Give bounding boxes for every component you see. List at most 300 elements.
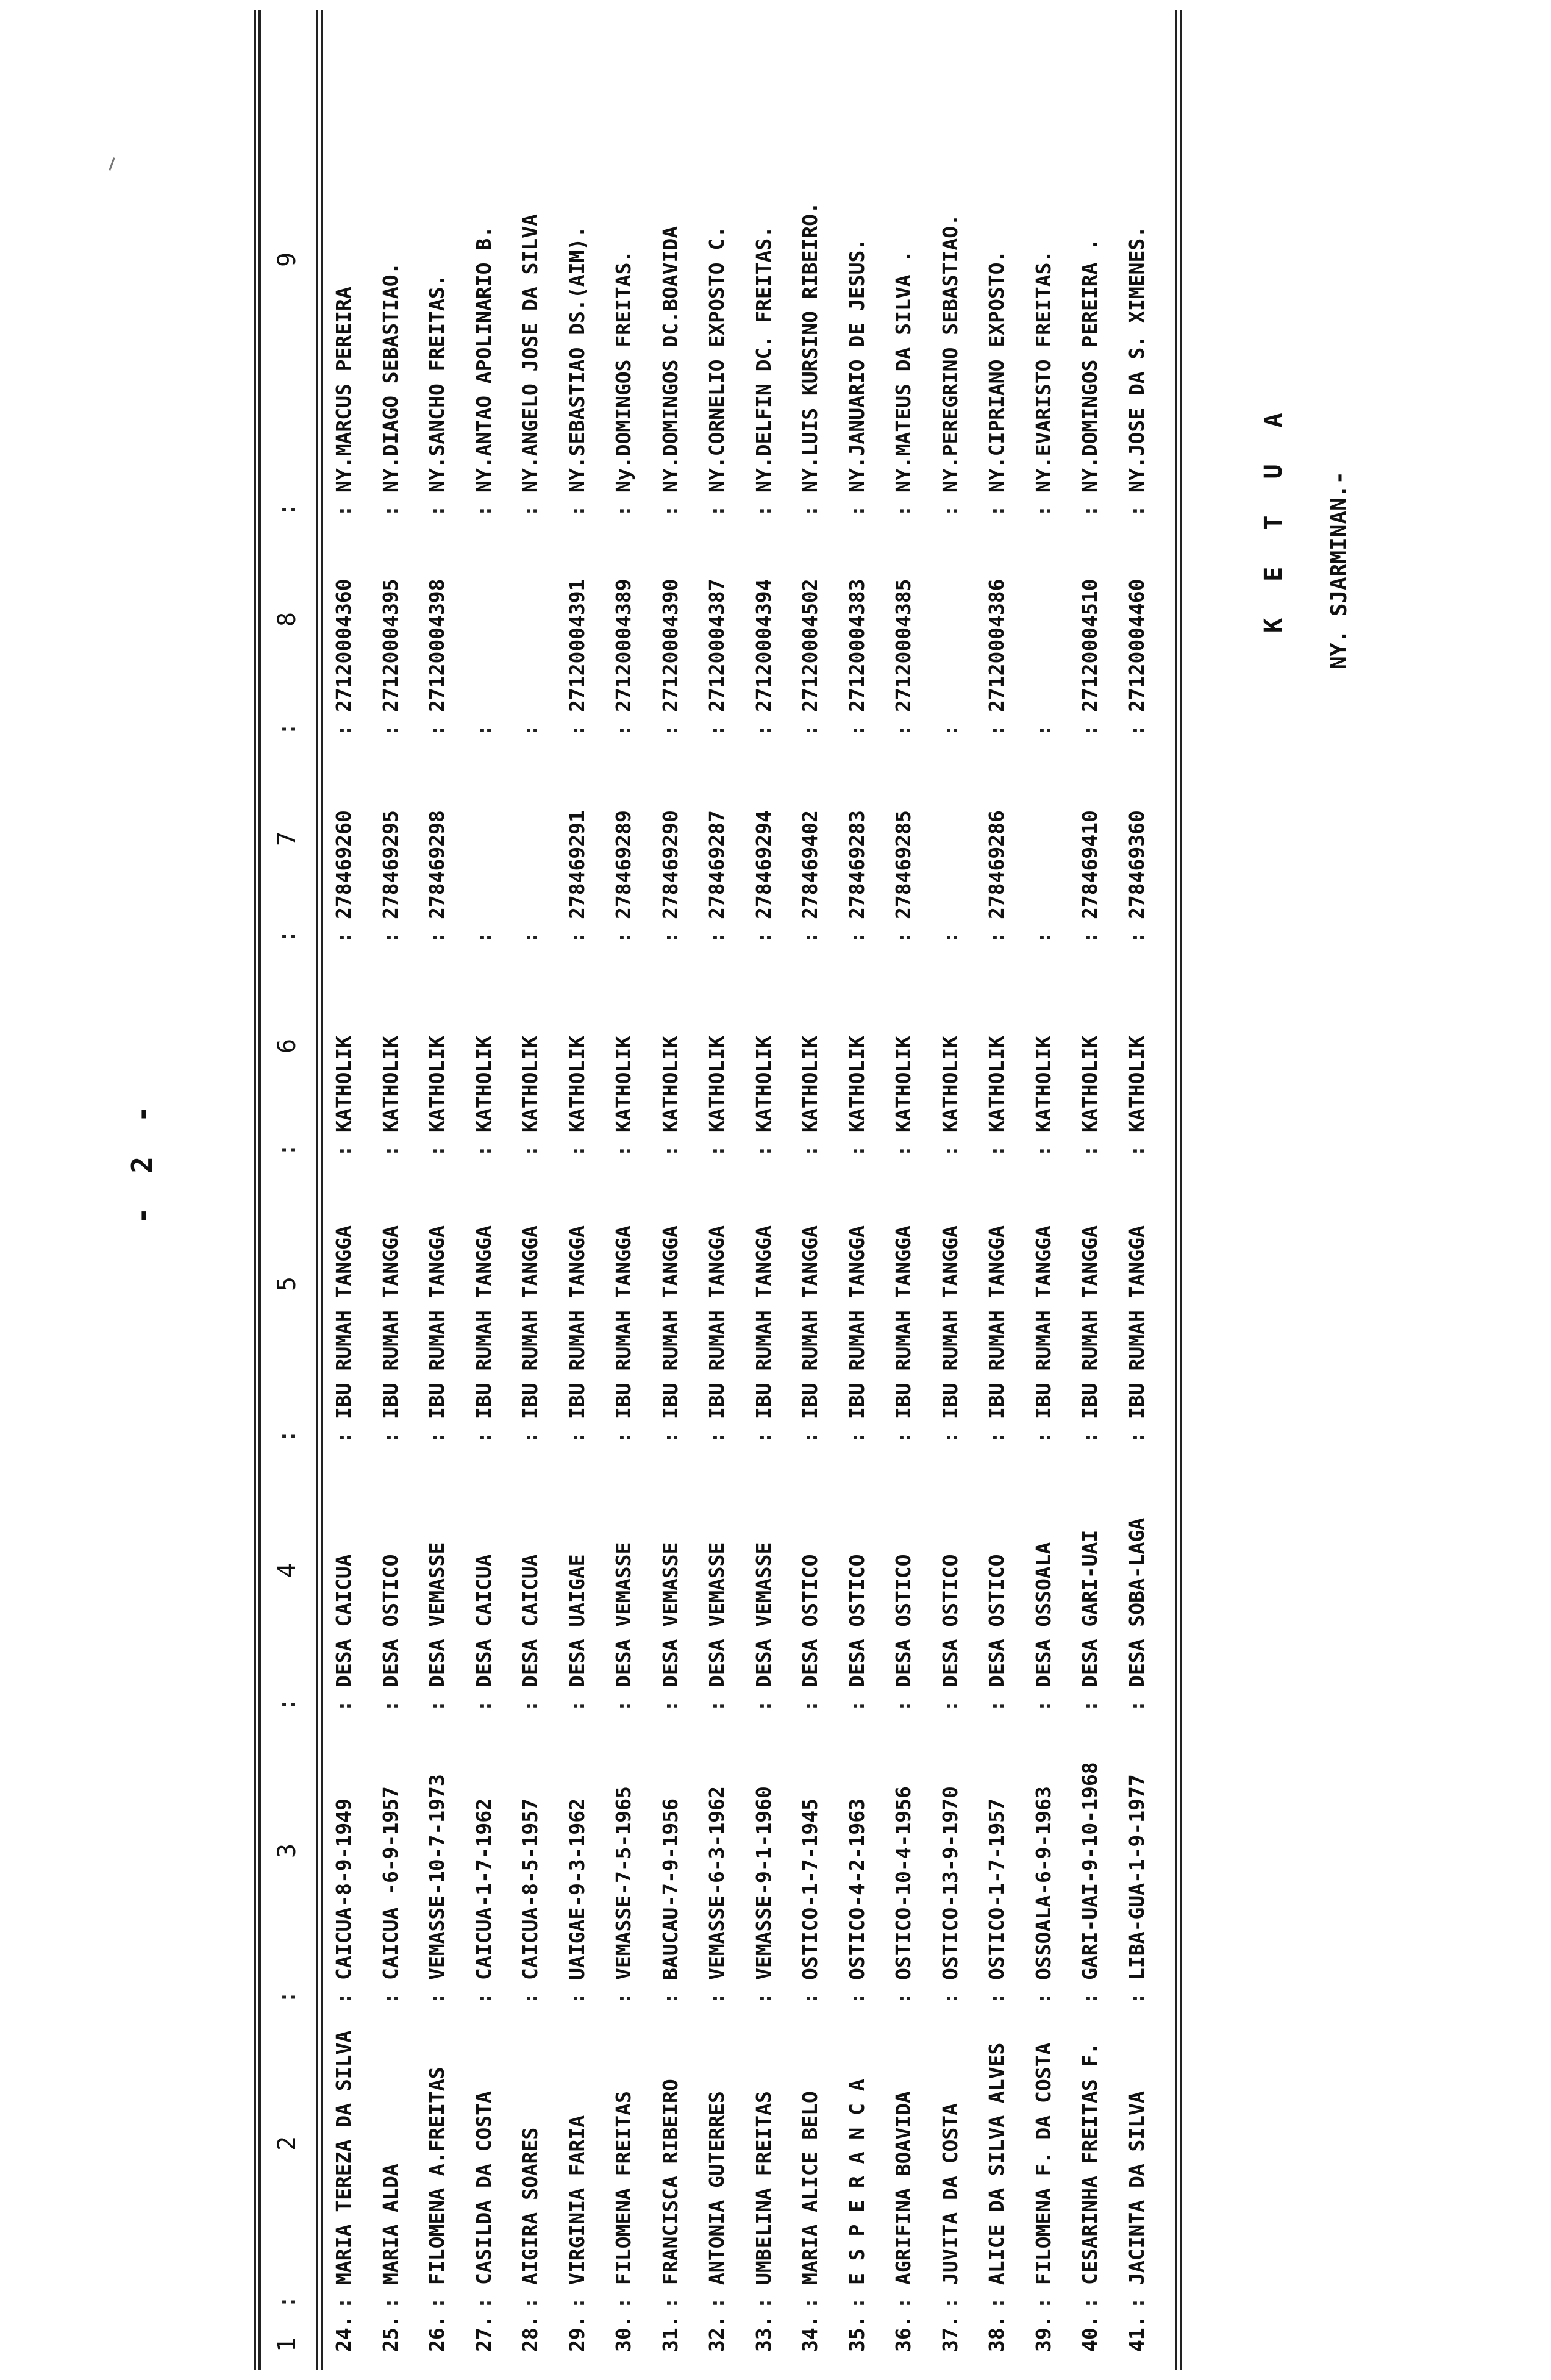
column-separator: :	[518, 724, 542, 736]
column-separator: :	[658, 505, 682, 517]
column-separator: :	[844, 1992, 869, 2004]
cell-religion: KATHOLIK	[705, 1036, 729, 1133]
column-separator: :	[844, 2297, 869, 2309]
cell-no: 38.	[985, 2315, 1008, 2352]
column-separator: :	[1031, 1431, 1055, 1444]
cell-village: DESA GARI-UAI	[1078, 1530, 1102, 1687]
cell-name: FILOMENA F. DA COSTA	[1031, 2042, 1055, 2285]
cell-parent: NY.PEREGRINO SEBASTIAO.	[938, 214, 962, 493]
column-separator: :	[332, 2297, 355, 2309]
column-separator: :	[1078, 1431, 1102, 1444]
column-separator: :	[1078, 1145, 1102, 1157]
column-separator: :	[378, 505, 402, 517]
cell-no: 35.	[844, 2315, 869, 2352]
cell-no: 25.	[378, 2315, 402, 2352]
column-separator: :	[798, 2297, 822, 2309]
column-separator: :	[332, 1700, 355, 1712]
column-separator: :	[471, 1992, 496, 2004]
cell-birth: OSTICO-10-4-1956	[891, 1786, 915, 1980]
column-separator: :	[565, 932, 589, 944]
column-separator: :	[705, 505, 729, 517]
column-header: 6	[273, 1038, 301, 1053]
column-separator: :	[1078, 724, 1102, 736]
cell-role: IBU RUMAH TANGGA	[938, 1225, 962, 1419]
cell-religion: KATHOLIK	[565, 1036, 589, 1133]
cell-birth: VEMASSE-6-3-1962	[705, 1786, 729, 1980]
cell-num7: 278469290	[658, 810, 682, 919]
column-separator: :	[332, 1992, 355, 2004]
table-row	[650, 10, 697, 2370]
table-row	[836, 10, 883, 2370]
column-separator: :	[518, 1992, 542, 2004]
column-separator: :	[891, 2297, 915, 2309]
column-separator: :	[844, 932, 869, 944]
cell-birth: OSTICO-13-9-1970	[938, 1786, 962, 1980]
column-separator: :	[658, 1992, 682, 2004]
column-separator: :	[565, 1992, 589, 2004]
cell-no: 28.	[518, 2315, 542, 2352]
column-separator: :	[425, 2297, 449, 2309]
table-row	[557, 10, 604, 2370]
cell-parent: NY.DOMINGOS PEREIRA .	[1078, 238, 1102, 493]
table-row	[323, 10, 370, 2370]
cell-parent: NY.MATEUS DA SILVA .	[891, 250, 915, 493]
cell-birth: OSTICO-1-7-1945	[798, 1798, 822, 1980]
column-separator: :	[1124, 1992, 1149, 2004]
cell-role: IBU RUMAH TANGGA	[471, 1225, 496, 1419]
cell-no: 30.	[611, 2315, 635, 2352]
cell-parent: NY.CIPRIANO EXPOSTO.	[985, 250, 1008, 493]
table-row	[416, 10, 463, 2370]
table-row	[463, 10, 510, 2370]
column-separator: :	[938, 2297, 962, 2309]
column-separator: :	[658, 1700, 682, 1712]
column-separator: :	[1124, 1700, 1149, 1712]
column-separator: :	[938, 1992, 962, 2004]
cell-village: DESA VEMASSE	[425, 1542, 449, 1687]
column-separator: :	[1031, 1992, 1055, 2004]
column-separator: :	[751, 505, 776, 517]
column-header: 2	[273, 2136, 301, 2151]
column-separator: :	[611, 505, 635, 517]
column-separator: :	[378, 724, 402, 736]
column-separator: :	[471, 1700, 496, 1712]
cell-village: DESA SOBA-LAGA	[1124, 1517, 1149, 1687]
cell-religion: KATHOLIK	[611, 1036, 635, 1133]
cell-parent: NY.LUIS KURSINO RIBEIRO.	[798, 202, 822, 493]
rotated-register	[10, 10, 1544, 2370]
cell-no: 37.	[938, 2315, 962, 2352]
cell-num7: 278469260	[332, 810, 355, 919]
cell-role: IBU RUMAH TANGGA	[332, 1225, 355, 1419]
column-separator: :	[378, 1431, 402, 1444]
cell-no: 29.	[565, 2315, 589, 2352]
column-separator: :	[798, 1431, 822, 1444]
footer-signer: NY. SJARMINAN.-	[1327, 471, 1352, 669]
cell-num7: 278469287	[705, 810, 729, 919]
column-separator: :	[705, 932, 729, 944]
cell-name: JUVITA DA COSTA	[938, 2103, 962, 2285]
cell-village: DESA VEMASSE	[705, 1542, 729, 1687]
column-separator: :	[518, 2297, 542, 2309]
cell-num8: 27120004389	[611, 579, 635, 712]
cell-name: ANTONIA GUTERRES	[705, 2091, 729, 2285]
column-separator: :	[891, 1992, 915, 2004]
column-separator: :	[273, 1697, 301, 1712]
cell-religion: KATHOLIK	[751, 1036, 776, 1133]
cell-village: DESA OSTICO	[938, 1554, 962, 1687]
column-separator: :	[425, 1431, 449, 1444]
cell-religion: KATHOLIK	[518, 1036, 542, 1133]
column-separator: :	[1031, 505, 1055, 517]
cell-role: IBU RUMAH TANGGA	[891, 1225, 915, 1419]
cell-no: 31.	[658, 2315, 682, 2352]
cell-num7: 278469285	[891, 810, 915, 919]
cell-num7: 278469291	[565, 810, 589, 919]
cell-role: IBU RUMAH TANGGA	[611, 1225, 635, 1419]
column-separator: :	[891, 1145, 915, 1157]
table-row	[976, 10, 1023, 2370]
column-separator: :	[844, 505, 869, 517]
column-separator: :	[658, 2297, 682, 2309]
cell-num7: 278469286	[985, 810, 1008, 919]
cell-parent: Ny.DOMINGOS FREITAS.	[611, 250, 635, 493]
column-separator: :	[751, 1145, 776, 1157]
column-separator: :	[985, 932, 1008, 944]
column-separator: :	[751, 1431, 776, 1444]
cell-parent: NY.SEBASTIAO DS.(AIM).	[565, 226, 589, 493]
page-number: - 2 -	[126, 1097, 159, 1224]
cell-village: DESA OSTICO	[891, 1554, 915, 1687]
register-table	[254, 10, 1182, 2370]
cell-num7: 278469295	[378, 810, 402, 919]
cell-name: AIGIRA SOARES	[518, 2127, 542, 2285]
column-separator: :	[273, 2294, 301, 2309]
cell-no: 36.	[891, 2315, 915, 2352]
column-separator: :	[938, 1145, 962, 1157]
cell-parent: NY.ANTAO APOLINARIO B.	[471, 226, 496, 493]
cell-num8: 27120004398	[425, 579, 449, 712]
cell-birth: CAICUA -6-9-1957	[378, 1786, 402, 1980]
cell-religion: KATHOLIK	[332, 1036, 355, 1133]
column-separator: :	[844, 1145, 869, 1157]
column-separator: :	[518, 1145, 542, 1157]
column-separator: :	[273, 502, 301, 517]
column-separator: :	[798, 1145, 822, 1157]
table-row	[1023, 10, 1070, 2370]
cell-name: FILOMENA FREITAS	[611, 2091, 635, 2285]
column-separator: :	[1031, 724, 1055, 736]
cell-num8: 27120004390	[658, 579, 682, 712]
cell-role: IBU RUMAH TANGGA	[751, 1225, 776, 1419]
cell-religion: KATHOLIK	[844, 1036, 869, 1133]
cell-religion: KATHOLIK	[938, 1036, 962, 1133]
column-separator: :	[1078, 505, 1102, 517]
cell-religion: KATHOLIK	[1078, 1036, 1102, 1133]
cell-role: IBU RUMAH TANGGA	[985, 1225, 1008, 1419]
footer-title: K E T U A	[1260, 402, 1288, 633]
column-separator: :	[751, 1992, 776, 2004]
cell-name: MARIA ALICE BELO	[798, 2091, 822, 2285]
cell-religion: KATHOLIK	[471, 1036, 496, 1133]
column-separator: :	[1124, 932, 1149, 944]
cell-role: IBU RUMAH TANGGA	[1124, 1225, 1149, 1419]
cell-religion: KATHOLIK	[1031, 1036, 1055, 1133]
table-row	[603, 10, 650, 2370]
cell-role: IBU RUMAH TANGGA	[844, 1225, 869, 1419]
column-separator: :	[891, 1700, 915, 1712]
cell-no: 26.	[425, 2315, 449, 2352]
cell-num7: 278469283	[844, 810, 869, 919]
cell-birth: OSSOALA-6-9-1963	[1031, 1786, 1055, 1980]
column-separator: :	[425, 1145, 449, 1157]
cell-village: DESA CAICUA	[471, 1554, 496, 1687]
cell-religion: KATHOLIK	[891, 1036, 915, 1133]
column-separator: :	[1078, 2297, 1102, 2309]
cell-role: IBU RUMAH TANGGA	[518, 1225, 542, 1419]
cell-name: CESARINHA FREITAS F.	[1078, 2042, 1102, 2285]
column-separator: :	[378, 2297, 402, 2309]
column-header: 9	[273, 252, 301, 267]
cell-village: DESA OSSOALA	[1031, 1542, 1055, 1687]
column-separator: :	[705, 1700, 729, 1712]
table-row	[510, 10, 557, 2370]
column-separator: :	[705, 1992, 729, 2004]
column-separator: :	[844, 1700, 869, 1712]
cell-no: 41.	[1124, 2315, 1149, 2352]
column-separator: :	[378, 1992, 402, 2004]
cell-num8: 27120004502	[798, 579, 822, 712]
cell-role: IBU RUMAH TANGGA	[658, 1225, 682, 1419]
cell-num8: 27120004383	[844, 579, 869, 712]
cell-religion: KATHOLIK	[378, 1036, 402, 1133]
column-separator: :	[1124, 724, 1149, 736]
column-separator: :	[751, 724, 776, 736]
cell-no: 33.	[751, 2315, 776, 2352]
cell-role: IBU RUMAH TANGGA	[378, 1225, 402, 1419]
column-separator: :	[751, 1700, 776, 1712]
column-separator: :	[798, 505, 822, 517]
column-separator: :	[565, 1145, 589, 1157]
column-separator: :	[611, 1145, 635, 1157]
column-separator: :	[938, 724, 962, 736]
column-separator: :	[471, 505, 496, 517]
column-separator: :	[1124, 1145, 1149, 1157]
column-separator: :	[1124, 2297, 1149, 2309]
column-separator: :	[1078, 1700, 1102, 1712]
column-separator: :	[332, 505, 355, 517]
cell-no: 27.	[471, 2315, 496, 2352]
column-separator: :	[658, 1145, 682, 1157]
cell-village: DESA VEMASSE	[611, 1542, 635, 1687]
column-separator: :	[518, 932, 542, 944]
column-separator: :	[705, 724, 729, 736]
cell-birth: VEMASSE-9-1-1960	[751, 1786, 776, 1980]
column-separator: :	[798, 1992, 822, 2004]
column-header-row	[261, 10, 316, 2370]
column-separator: :	[985, 505, 1008, 517]
cell-num8: 27120004394	[751, 579, 776, 712]
column-separator: :	[611, 1700, 635, 1712]
cell-religion: KATHOLIK	[658, 1036, 682, 1133]
column-separator: :	[471, 2297, 496, 2309]
column-separator: :	[751, 2297, 776, 2309]
column-separator: :	[565, 2297, 589, 2309]
cell-name: VIRGINIA FARIA	[565, 2115, 589, 2285]
column-header: 3	[273, 1843, 301, 1858]
cell-role: IBU RUMAH TANGGA	[1031, 1225, 1055, 1419]
column-separator: :	[518, 1431, 542, 1444]
column-separator: :	[518, 505, 542, 517]
cell-num8: 27120004391	[565, 579, 589, 712]
cell-religion: KATHOLIK	[985, 1036, 1008, 1133]
cell-birth: OSTICO-4-2-1963	[844, 1798, 869, 1980]
cell-parent: NY.JOSE DA S. XIMENES.	[1124, 226, 1149, 493]
cell-village: DESA OSTICO	[798, 1554, 822, 1687]
cell-village: DESA CAICUA	[518, 1554, 542, 1687]
register-rows	[323, 10, 1163, 2370]
column-separator: :	[565, 1700, 589, 1712]
column-separator: :	[332, 724, 355, 736]
cell-birth: GARI-UAI-9-10-1968	[1078, 1762, 1102, 1980]
cell-birth: LIBA-GUA-1-9-1977	[1124, 1774, 1149, 1980]
column-separator: :	[1078, 1992, 1102, 2004]
column-separator: :	[425, 724, 449, 736]
column-separator: :	[985, 1700, 1008, 1712]
cell-num8: 27120004395	[378, 579, 402, 712]
column-separator: :	[611, 1431, 635, 1444]
cell-num7: 278469294	[751, 810, 776, 919]
column-separator: :	[611, 724, 635, 736]
column-separator: :	[425, 505, 449, 517]
column-separator: :	[611, 932, 635, 944]
column-separator: :	[471, 1431, 496, 1444]
cell-num8: 27120004360	[332, 579, 355, 712]
cell-religion: KATHOLIK	[425, 1036, 449, 1133]
column-separator: :	[798, 724, 822, 736]
cell-parent: NY.ANGELO JOSE DA SILVA	[518, 214, 542, 493]
table-row	[1069, 10, 1116, 2370]
column-separator: :	[985, 2297, 1008, 2309]
column-separator: :	[985, 1992, 1008, 2004]
cell-village: DESA UAIGAE	[565, 1554, 589, 1687]
column-separator: :	[658, 724, 682, 736]
cell-num7: 278469402	[798, 810, 822, 919]
table-row	[743, 10, 790, 2370]
cell-num7: 278469298	[425, 810, 449, 919]
cell-name: E S P E R A N C A	[844, 2079, 869, 2285]
cell-name: AGRIFINA BOAVIDA	[891, 2091, 915, 2285]
cell-num7: 278469360	[1124, 810, 1149, 919]
column-separator: :	[705, 2297, 729, 2309]
cell-birth: CAICUA-1-7-1962	[471, 1798, 496, 1980]
column-separator: :	[332, 1145, 355, 1157]
cell-no: 40.	[1078, 2315, 1102, 2352]
column-separator: :	[611, 1992, 635, 2004]
cell-name: MARIA TEREZA DA SILVA	[332, 2030, 355, 2285]
column-separator: :	[844, 724, 869, 736]
column-separator: :	[471, 932, 496, 944]
cell-birth: VEMASSE-7-5-1965	[611, 1786, 635, 1980]
column-separator: :	[1031, 1145, 1055, 1157]
cell-role: IBU RUMAH TANGGA	[705, 1225, 729, 1419]
cell-village: DESA CAICUA	[332, 1554, 355, 1687]
cell-village: DESA VEMASSE	[751, 1542, 776, 1687]
cell-parent: NY.DIAGO SEBASTIAO.	[378, 262, 402, 493]
rule-top	[254, 10, 261, 2370]
cell-village: DESA OSTICO	[985, 1554, 1008, 1687]
table-row	[1116, 10, 1163, 2370]
column-header: 7	[273, 831, 301, 846]
column-separator: :	[891, 1431, 915, 1444]
cell-birth: OSTICO-1-7-1957	[985, 1798, 1008, 1980]
column-separator: :	[985, 724, 1008, 736]
column-separator: :	[273, 721, 301, 736]
cell-birth: VEMASSE-10-7-1973	[425, 1774, 449, 1980]
cell-village: DESA VEMASSE	[658, 1542, 682, 1687]
column-separator: :	[658, 932, 682, 944]
column-separator: :	[1078, 932, 1102, 944]
column-separator: :	[938, 1431, 962, 1444]
column-separator: :	[1124, 505, 1149, 517]
cell-birth: UAIGAE-9-3-1962	[565, 1798, 589, 1980]
table-row	[883, 10, 930, 2370]
cell-num7: 278469289	[611, 810, 635, 919]
cell-parent: NY.SANCHO FREITAS.	[425, 274, 449, 493]
column-separator: :	[471, 1145, 496, 1157]
column-separator: :	[751, 932, 776, 944]
cell-religion: KATHOLIK	[1124, 1036, 1149, 1133]
cell-birth: BAUCAU-7-9-1956	[658, 1798, 682, 1980]
table-row	[696, 10, 743, 2370]
column-separator: :	[1124, 1431, 1149, 1444]
cell-name: JACINTA DA SILVA	[1124, 2091, 1149, 2285]
cell-num8: 27120004510	[1078, 579, 1102, 712]
column-header: 5	[273, 1276, 301, 1291]
cell-no: 39.	[1031, 2315, 1055, 2352]
column-separator: :	[658, 1431, 682, 1444]
column-separator: :	[938, 932, 962, 944]
column-header: 1	[273, 2337, 301, 2352]
cell-name: FRANCISCA RIBEIRO	[658, 2079, 682, 2285]
column-separator: :	[938, 1700, 962, 1712]
rule-bottom	[1175, 10, 1182, 2370]
cell-num8: 27120004385	[891, 579, 915, 712]
column-separator: :	[705, 1431, 729, 1444]
cell-birth: CAICUA-8-5-1957	[518, 1798, 542, 1980]
cell-num8: 27120004460	[1124, 579, 1149, 712]
cell-village: DESA OSTICO	[378, 1554, 402, 1687]
column-separator: :	[705, 1145, 729, 1157]
cell-name: FILOMENA A.FREITAS	[425, 2067, 449, 2285]
cell-birth: CAICUA-8-9-1949	[332, 1798, 355, 1980]
column-separator: :	[985, 1145, 1008, 1157]
column-separator: :	[273, 1989, 301, 2004]
cell-no: 24.	[332, 2315, 355, 2352]
cell-parent: NY.EVARISTO FREITAS.	[1031, 250, 1055, 493]
column-separator: :	[565, 505, 589, 517]
column-separator: :	[985, 1431, 1008, 1444]
cell-role: IBU RUMAH TANGGA	[798, 1225, 822, 1419]
column-separator: :	[273, 928, 301, 944]
rule-header	[316, 10, 323, 2370]
column-separator: :	[1031, 2297, 1055, 2309]
cell-parent: NY.DELFIN DC. FREITAS.	[751, 226, 776, 493]
column-separator: :	[891, 505, 915, 517]
column-separator: :	[518, 1700, 542, 1712]
cell-role: IBU RUMAH TANGGA	[565, 1225, 589, 1419]
column-separator: :	[425, 932, 449, 944]
